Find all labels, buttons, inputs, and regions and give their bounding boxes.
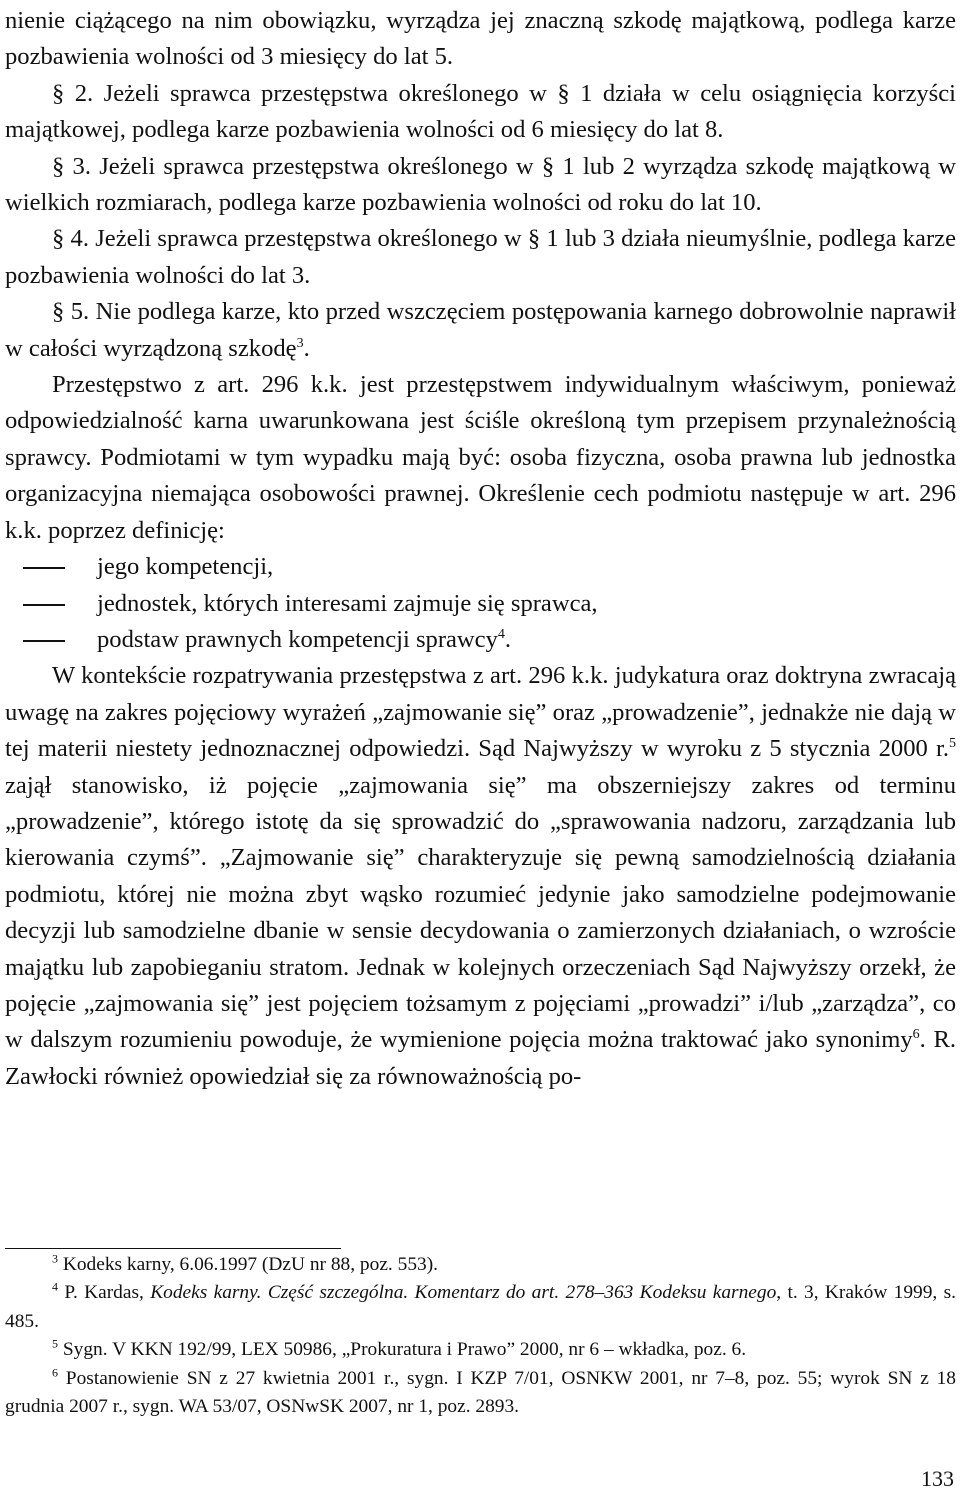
dash-bullet <box>23 640 65 642</box>
footnote-3: $^3$ Kodeks karny, 6.06.1997 (DzU nr 88, poz. 553). <box>52 1251 439 1275</box>
list-item: jednostek, których interesami zajmuje się sprawca, <box>5 586 956 622</box>
par-5-text: § 5. Nie podlega karze, kto przed wszczęciem postępowania karnego dobrowolnie naprawił w całości wyrządzoną szkodę <box>5 298 956 362</box>
footnote-ref-5: 5 <box>949 735 956 751</box>
paragraph-par-2: § 2. Jeżeli sprawca przestępstwa określonego w § 1 działa w celu osiągnięcia korzyści majątkowej, podlega karze pozbawienia wolności od 6 miesięcy do lat 8. <box>5 79 956 144</box>
footnote-6: $^6$ Postanowienie SN z 27 kwietnia 2001 r., sygn. I KZP 7/01, OSNKW 2001, nr 7–8, poz. 55; wyrok SN z 18 grudnia 2007 r., sygn. WA 53/07, OSNwSK 2007, nr 1, poz. 2893. <box>5 1365 956 1418</box>
footnote-separator <box>5 1248 341 1249</box>
footnotes <box>5 1251 956 1421</box>
footnote-ref-6: 6 <box>912 1027 920 1043</box>
definition-list <box>5 549 956 658</box>
paragraph-par-4: § 4. Jeżeli sprawca przestępstwa określonego w § 1 lub 3 działa nieumyślnie, podlega karze pozbawienia wolności do lat 3. <box>5 225 956 289</box>
footnote-4: $^4$ P. Kardas, Kodeks karny. Część szczególna. Komentarz do art. 278–363 Kodeksu karnego, t. 3, Kraków 1999, s. 485. <box>5 1279 956 1332</box>
page-number: 133 <box>921 1466 954 1491</box>
footnote-ref-3: 3 <box>296 335 304 351</box>
list-item: podstaw prawnych kompetencji sprawcy$^4$. <box>5 622 956 658</box>
paragraph-subject: Przestępstwo z art. 296 k.k. jest przestępstwem indywidualnym właściwym, ponieważ odpowiedzialność karna uwarunkowana jest ściśle określoną tym przepisem przynależnością sprawcy. Podmiotami w tym wypadku mają być: osoba fizyczna, osoba prawna lub jednostka organizacyjna niemająca osobowości prawnej. Określenie cech podmiotu następuje w art. 296 k.k. poprzez definicję: <box>5 371 956 544</box>
cited-title: Kodeks karny. Część szczególna. Komentarz do art. 278–363 Kodeksu karnego <box>150 1282 777 1304</box>
dash-bullet <box>23 604 65 606</box>
list-item: jego kompetencji, <box>5 549 956 585</box>
footnote-ref-4: 4 <box>497 626 505 642</box>
footnote-5: $^5$ Sygn. V KKN 192/99, LEX 50986, „Prokuratura i Prawo” 2000, nr 6 – wkładka, poz. 6. <box>52 1336 747 1361</box>
paragraph-1: nienie ciążącego na nim obowiązku, wyrządza jej znaczną szkodę majątkową, podlega karze pozbawienia wolności od 3 miesięcy do lat 5. <box>5 7 956 71</box>
paragraph-par-5: § 5. Nie podlega karze, kto przed wszczęciem postępowania karnego dobrowolnie naprawił w całości wyrządzoną szkodę$^3$. <box>5 298 956 362</box>
main-text <box>5 3 956 1095</box>
dash-bullet <box>23 567 65 569</box>
paragraph-context: W kontekście rozpatrywania przestępstwa z art. 296 k.k. judykatura oraz doktryna zwracają uwagę na zakres pojęciowy wyrażeń „zajmowanie się” oraz „prowadzenie”, jednakże nie dają w tej materii niestety jednoznacznej odpowiedzi. Sąd Najwyższy w wyroku z 5 stycznia 2000 r.$^5$ zajął stanowisko, iż pojęcie „zajmowania się” ma obszerniejszy zakres od terminu „prowadzenie”, którego istotę da się sprowadzić do „sprawowania nadzoru, zarządzania lub kierowania czymś”. „Zajmowanie się” charakteryzuje się pewną samodzielnością działania podmiotu, której nie można zbyt wąsko rozumieć jedynie jako samodzielne podejmowanie decyzji lub samodzielne dbanie w sensie decydowania o zamierzonych działaniach, o wzroście majątku lub zapobieganiu stratom. Jednak w kolejnych orzeczeniach Sąd Najwyższy orzekł, że pojęcie „zajmowania się” jest pojęciem tożsamym z pojęciami „prowadzi” i/lub „zarządza”, co w dalszym rozumieniu powoduje, że wymienione pojęcia można traktować jako synonimy$^6$. R. Zawłocki również opowiedział się za równoważnością po- <box>5 662 956 1090</box>
paragraph-par-3: § 3. Jeżeli sprawca przestępstwa określonego w § 1 lub 2 wyrządza szkodę majątkową w wielkich rozmiarach, podlega karze pozbawienia wolności od roku do lat 10. <box>5 152 956 217</box>
